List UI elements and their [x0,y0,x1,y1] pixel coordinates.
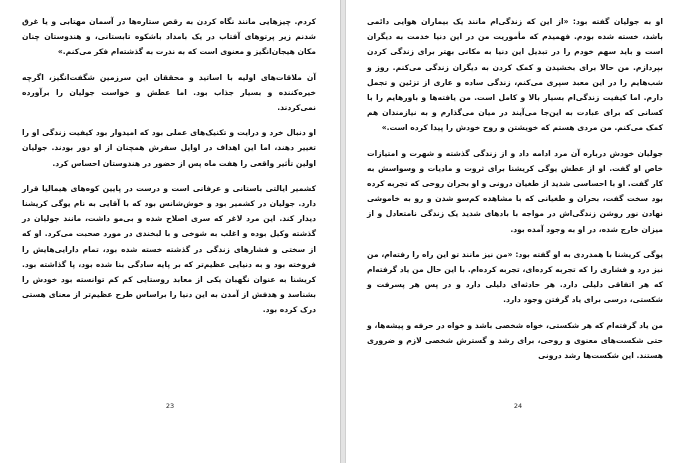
page-number: 23 [165,402,175,410]
paragraph: آن ملاقات‌های اولیه با اساتید و محققان این سرزمین شگفت‌انگیز، اگرچه خیره‌کننده و بسیار جذاب بود. اما عطش و خواست جولیان را برآورده نمی‌کردند. [22,72,316,113]
paragraph: او دنبال خرد و درایت و تکنیک‌های عملی بود که امیدوار بود کیفیت زندگی او را تغییر دهند، اما این اهداف در اوایل سفرش همچنان از او دور بودند. جولیان اولین تأثیر واقعی را هفت ماه پس از حضور در هندوستان احساس کرد. [22,128,316,168]
right-page-text [367,14,663,373]
paragraph: جولیان خودش درباره آن مرد ادامه داد و از زندگی گذشته و شهرت و امتیازات خاص او گفت. او از عطش یوگی کریشنا برای ثروت و مادیات و وسواسش به کار گفت. او با احساسی شدید از طغیان درونی و او بحران روحی که تجربه کرده بود سخت گفت، بحران و طغیانی که با مشاهده کم‌سو شدن و رو به خاموشی نهادن نور روشن زندگی‌اش در مواجه با بادهای شدید یک زندگی نامتعادل و از میزان خارج شده، در او به وجود آمده بود. [367,148,663,234]
paragraph: کردم. چیزهایی مانند نگاه کردن به رقص ستاره‌ها در آسمان مهتابی و یا غرق شدنم زیر پرتوهای آفتاب در یک بامداد باشکوه تابستانی، و هندوستان چنان مکان هیجان‌انگیز و معنوی است که به ندرت به گذشته‌ام فکر می‌کنم.» [22,17,316,57]
paragraph: کشمیر ایالتی باستانی و عرفانی است و درست در پایین کوه‌های هیمالیا قرار دارد. جولیان در کشمیر بود و خوش‌شانس بود که با آقایی به نام یوگی کریشنا دیدار کند. این مرد لاغر که سری اصلاح شده و بی‌مو داشت، مانند جولیان در گذشته وکیل بوده و اغلب به شوخی و با لبخندی در مورد صحبت می‌کرد. او که از سختی و فشارهای زندگی در گذشته خسته شده بود، تمام دارایی‌هایش را فروخته بود و به دنیایی عظیم‌تر که بر پایه سادگی بنا شده بود، پا گذاشته بود. کریشنا به عنوان نگهبان یکی از معابد روستایی کم کم توانسته بود خودش را بشناسد و هدفش از آمدن به این دنیا را براساس طرح عظیم‌تر از معنای هستی درک کرده بود. [22,183,316,315]
paragraph: من یاد گرفته‌ام که هر شکستی، خواه شخصی باشد و خواه در حرفه و پیشه‌ها، و حتی شکست‌های معنوی و روحی، برای رشد و گسترش شخصی لازم و ضروری هستند. این شکست‌ها رشد درونی [367,320,663,361]
left-page-text [22,14,316,328]
paragraph: او به جولیان گفته بود: «از این که زندگی‌ام مانند یک بیماران هوایی دائمی باشد، خسته شده بودم. فهمیدم که مأموریت من در این دنیا خدمت به دیگران است و باید سهم خودم را در تبدیل این دنیا به مکانی بهتر برای زندگی کردن بپردازم. من حالا برای بخشیدن و کمک کردن به دیگران زندگی می‌کنم. روز و شب‌هایم را در این معبد سپری می‌کنم، زندگی ساده و عاری از تزئین و تجمل دارم. اما کیفیت زندگی‌ام بسیار بالا و کامل است. من یافته‌ها و باورهایم را با کسانی که برای عبادت به این‌جا می‌آیند در میان می‌گذارم و به نیازمندان هم کمک می‌کنم. من مردی هستم که خویشتن و روح خودش را پیدا کرده است.» [367,17,663,133]
paragraph: یوگی کریشنا با همدردی به او گفته بود: «من نیز مانند تو این راه را رفته‌ام، من نیز درد و فشاری را که تجربه کرده‌ای، تجربه کرده‌ام. با این حال من یاد گرفته‌ام که هر اتفاقی دلیلی دارد. هر حادثه‌ای دلیلی دارد و در پس هر پسرفت و شکستی، درسی برای یاد گرفتن وجود دارد. [367,249,663,305]
right-page [345,0,689,463]
page-number: 24 [513,402,523,410]
left-page [0,0,341,463]
